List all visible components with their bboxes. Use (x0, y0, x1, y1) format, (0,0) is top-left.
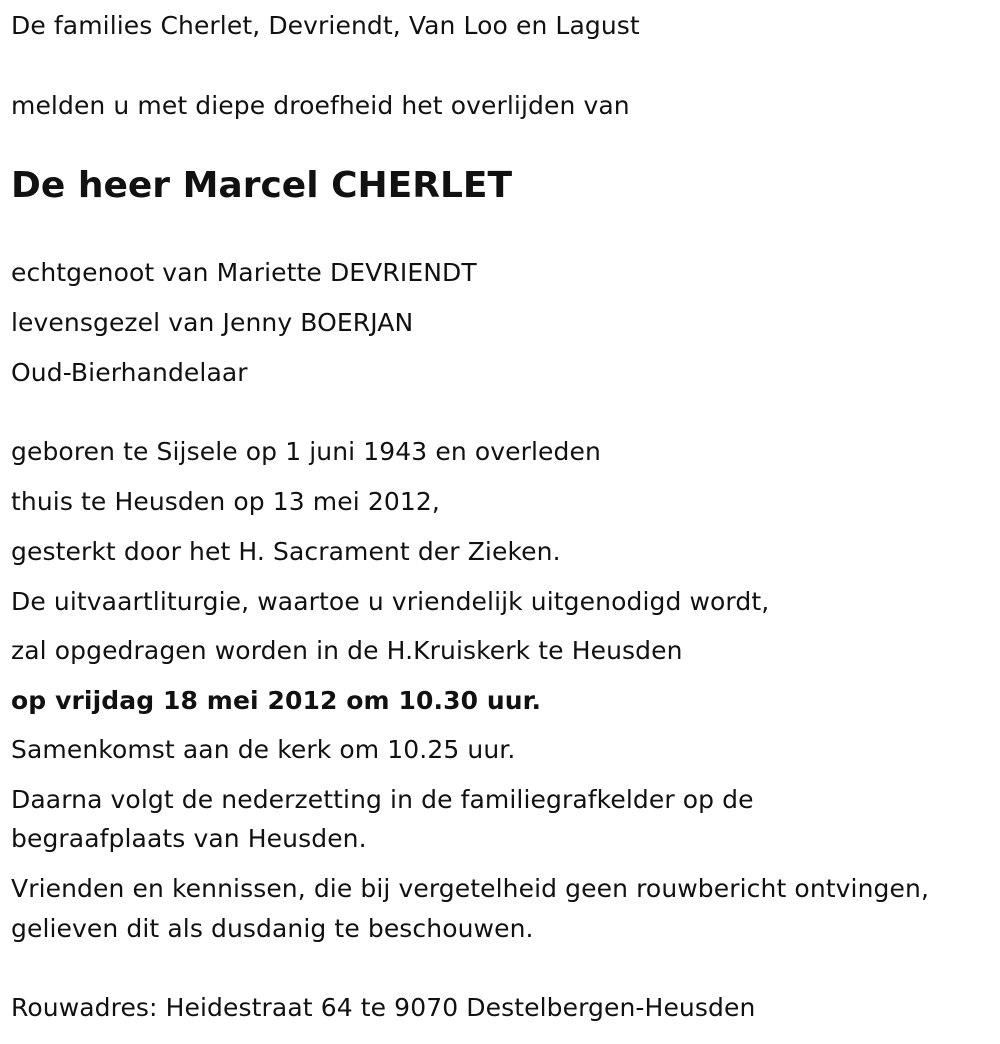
announce-line: melden u met diepe droefheid het overlijden van (11, 91, 630, 120)
deceased-name: De heer Marcel CHERLET (11, 165, 513, 206)
address-line: Rouwadres: Heidestraat 64 te 9070 Destelbergen-Heusden (11, 993, 756, 1022)
born-line: geboren te Sijsele op 1 juni 1943 en overleden (11, 437, 601, 466)
gathering-line: Samenkomst aan de kerk om 10.25 uur. (11, 735, 516, 764)
sacrament-line: gesterkt door het H. Sacrament der Zieken. (11, 537, 561, 566)
occupation-line: Oud-Bierhandelaar (11, 358, 248, 387)
burial-line-2: begraafplaats van Heusden. (11, 824, 367, 853)
died-line: thuis te Heusden op 13 mei 2012, (11, 487, 440, 516)
liturgy-invite-line: De uitvaartliturgie, waartoe u vriendelijk uitgenodigd wordt, (11, 587, 770, 616)
burial-line-1: Daarna volgt de nederzetting in de familiegrafkelder op de (11, 785, 754, 814)
friends-line-2: gelieven dit als dusdanig te beschouwen. (11, 914, 534, 943)
friends-line-1: Vrienden en kennissen, die bij vergetelheid geen rouwbericht ontvingen, (11, 874, 929, 903)
liturgy-date-line: op vrijdag 18 mei 2012 om 10.30 uur. (11, 686, 542, 715)
liturgy-place-line: zal opgedragen worden in de H.Kruiskerk te Heusden (11, 636, 683, 665)
partner-line: levensgezel van Jenny BOERJAN (11, 308, 414, 337)
spouse-line: echtgenoot van Mariette DEVRIENDT (11, 258, 477, 287)
families-line: De families Cherlet, Devriendt, Van Loo en Lagust (11, 11, 640, 40)
